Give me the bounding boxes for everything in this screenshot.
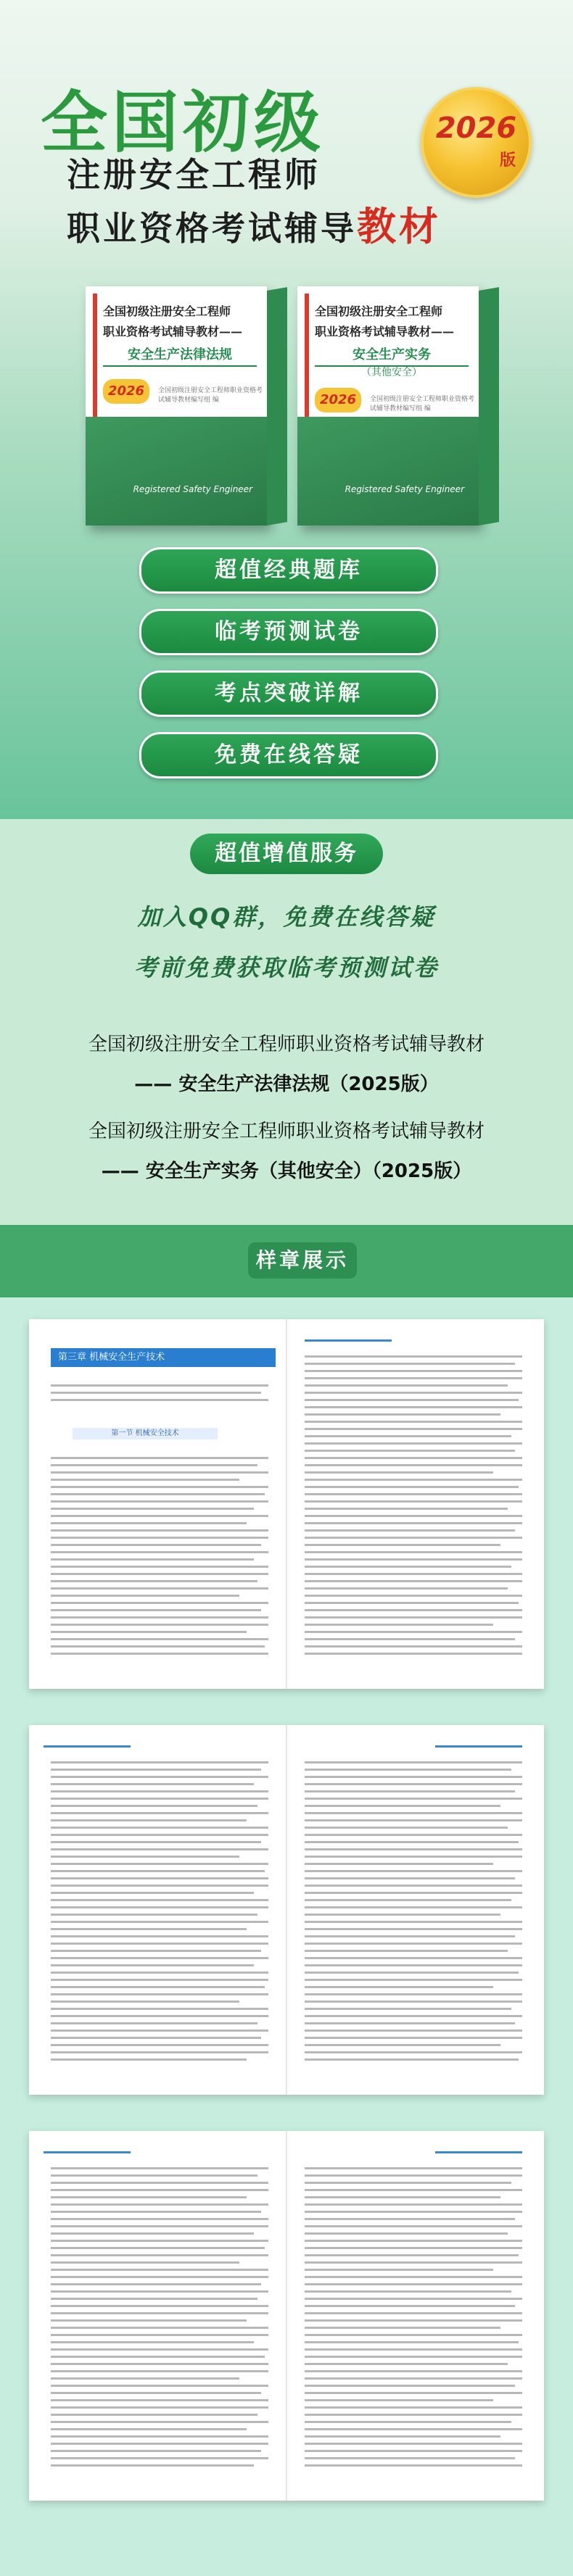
text-line — [51, 1964, 254, 1966]
text-line — [305, 1928, 522, 1930]
book-year-badge: 2026 — [315, 388, 361, 412]
service-section — [0, 819, 573, 1283]
text-line — [51, 1783, 254, 1785]
text-line — [305, 1819, 522, 1821]
text-line — [51, 1558, 254, 1561]
text-line — [305, 1761, 522, 1763]
hero-title-accent: 教材 — [357, 204, 441, 249]
text-line — [305, 2058, 519, 2061]
text-line — [51, 1638, 268, 1640]
text-line — [51, 2392, 261, 2394]
book-title-2: 职业资格考试辅导教材—— — [103, 325, 243, 338]
text-line — [51, 1392, 261, 1394]
text-line — [51, 1464, 257, 1466]
book-year-badge: 2026 — [103, 379, 149, 404]
text-line — [51, 1776, 268, 1778]
text-line — [51, 1616, 268, 1619]
text-line — [51, 1914, 257, 1916]
hero-title-line2: 注册安全工程师 — [67, 155, 321, 194]
text-line — [51, 1856, 239, 1858]
text-line — [305, 2225, 522, 2227]
book-publisher: 全国初级注册安全工程师职业资格考试辅导教材编写组 编 — [158, 387, 263, 404]
text-line — [305, 1972, 519, 1974]
text-line — [51, 1885, 268, 1887]
text-line — [305, 2312, 522, 2314]
page-header-bar — [435, 1745, 522, 1748]
text-line — [51, 1769, 261, 1771]
text-line — [51, 2443, 268, 2445]
text-line — [51, 1544, 261, 1546]
text-line — [305, 2399, 493, 2401]
text-line — [51, 2421, 268, 2423]
book1-subject: —— 安全生产法律法规（2025版） — [134, 1073, 439, 1095]
text-line — [51, 1972, 268, 1974]
text-line — [305, 2450, 522, 2452]
text-line — [305, 1537, 522, 1539]
text-line — [305, 1914, 500, 1916]
text-line — [51, 2334, 268, 2336]
text-line — [305, 1529, 515, 1532]
text-line — [51, 2247, 265, 2249]
book-logo-text: Registered Safety Engineer — [133, 484, 252, 494]
text-line — [51, 2435, 268, 2438]
text-line — [51, 2008, 268, 2010]
sample-spread — [29, 1725, 544, 2095]
sample-spread — [29, 2131, 544, 2501]
text-line — [51, 1979, 268, 1981]
text-line — [305, 2428, 522, 2430]
service-line-qq: 加入QQ群，免费在线答疑 — [137, 903, 436, 931]
sample-spread — [29, 1319, 544, 1689]
text-line — [305, 1595, 522, 1597]
text-line — [51, 2377, 239, 2380]
text-line — [51, 1906, 268, 1908]
book-title-1: 全国初级注册安全工程师 — [315, 304, 443, 318]
text-line — [305, 1370, 522, 1372]
text-line — [305, 1544, 500, 1546]
text-line — [305, 1522, 522, 1524]
text-line — [305, 1812, 522, 1814]
sample-section — [0, 1297, 573, 2576]
text-line — [305, 1827, 508, 1829]
book1-subject-row — [0, 1069, 573, 1096]
text-line — [51, 1790, 268, 1792]
text-line — [305, 1442, 522, 1445]
text-line — [51, 1827, 268, 1829]
text-line — [305, 2174, 522, 2177]
text-line — [51, 2015, 268, 2017]
text-line — [51, 1493, 265, 1495]
text-line — [305, 1769, 511, 1771]
book-cover-practice — [297, 286, 479, 525]
text-line — [305, 1573, 522, 1575]
text-line — [305, 1986, 493, 1988]
text-line — [305, 1870, 522, 1872]
text-line — [51, 2406, 268, 2409]
text-line — [51, 1631, 247, 1633]
text-line — [305, 1384, 508, 1387]
text-line — [51, 2348, 268, 2351]
feature-pill-online-qa: 免费在线答疑 — [139, 732, 438, 778]
text-line — [305, 1631, 522, 1633]
spread-gutter — [286, 1319, 287, 1689]
text-line — [305, 1841, 519, 1843]
text-line — [305, 1464, 522, 1466]
text-line — [305, 1566, 511, 1568]
text-line — [305, 1645, 522, 1648]
text-line — [305, 1392, 522, 1394]
book2-series: 全国初级注册安全工程师职业资格考试辅导教材 — [88, 1121, 485, 1142]
text-line — [305, 2203, 522, 2206]
text-line — [51, 1471, 268, 1474]
book2-subject-row — [0, 1156, 573, 1183]
text-line — [305, 1790, 515, 1792]
book-cover-band — [86, 417, 267, 525]
text-line — [305, 2269, 493, 2271]
text-line — [51, 2182, 268, 2184]
text-line — [51, 1500, 268, 1503]
text-line — [305, 2189, 522, 2191]
text-line — [305, 1421, 522, 1423]
text-line — [305, 1885, 522, 1887]
text-line — [51, 2370, 268, 2372]
text-line — [305, 2457, 515, 2459]
text-line — [305, 2435, 500, 2438]
book2-subject: —— 安全生产实务（其他安全）（2025版） — [101, 1160, 472, 1182]
text-line — [305, 2305, 515, 2307]
text-line — [51, 1928, 247, 1930]
text-line — [51, 1834, 268, 1836]
text-line — [305, 2029, 522, 2032]
text-line — [305, 1413, 500, 1416]
book-logo-text: Registered Safety Engineer — [345, 484, 464, 494]
text-line — [51, 2189, 268, 2191]
hero-title-line3-main: 职业资格考试辅导 — [67, 209, 357, 248]
text-line — [305, 2232, 508, 2235]
text-line — [305, 1551, 522, 1553]
spread-gutter — [286, 2131, 287, 2501]
feature-pill-key-points: 考点突破详解 — [139, 670, 438, 717]
text-line — [51, 1812, 268, 1814]
text-line — [305, 1957, 522, 1959]
text-line — [51, 2399, 268, 2401]
text-line — [305, 1363, 515, 1365]
text-line — [51, 1479, 239, 1481]
text-line — [51, 2312, 268, 2314]
text-line — [51, 2240, 268, 2242]
text-line — [305, 1979, 522, 1981]
text-line — [51, 2385, 268, 2387]
text-line — [305, 1399, 519, 1401]
text-line — [305, 2015, 522, 2017]
text-line — [51, 2464, 254, 2467]
hero-title-main: 全国初级 — [41, 84, 326, 162]
text-line — [305, 2254, 519, 2256]
text-line — [51, 1624, 268, 1626]
text-line — [305, 1508, 508, 1510]
text-line — [305, 1776, 522, 1778]
text-line — [51, 2414, 257, 2416]
text-line — [305, 1798, 522, 1800]
text-line — [51, 2232, 254, 2235]
text-line — [51, 1573, 268, 1575]
text-line — [305, 2283, 522, 2285]
text-line — [305, 2182, 511, 2184]
text-line — [51, 1551, 268, 1553]
text-line — [305, 2261, 522, 2264]
text-line — [51, 2276, 268, 2278]
text-line — [305, 2008, 511, 2010]
text-line — [51, 2167, 268, 2169]
text-line — [305, 1892, 522, 1894]
text-line — [51, 1986, 265, 1988]
book-spine — [479, 287, 499, 525]
text-line — [51, 2225, 268, 2227]
text-line — [305, 1471, 493, 1474]
text-line — [51, 2363, 268, 2365]
text-line — [51, 2319, 247, 2322]
text-line — [51, 2356, 265, 2358]
text-line — [51, 1486, 268, 1488]
text-line — [51, 2261, 239, 2264]
text-line — [51, 1595, 239, 1597]
text-line — [51, 1529, 268, 1532]
text-line — [51, 2218, 268, 2220]
text-line — [305, 2327, 500, 2329]
text-line — [305, 2421, 511, 2423]
book-title-1: 全国初级注册安全工程师 — [103, 304, 231, 318]
text-line — [305, 1805, 500, 1807]
text-line — [51, 1935, 268, 1937]
text-line — [51, 1587, 268, 1590]
text-line — [305, 1602, 519, 1604]
text-line — [305, 2392, 522, 2394]
book1-series: 全国初级注册安全工程师职业资格考试辅导教材 — [88, 1034, 485, 1055]
sample-chapter-heading: 第三章 机械安全生产技术 — [51, 1348, 276, 1367]
text-line — [51, 1537, 268, 1539]
text-line — [305, 2319, 522, 2322]
text-line — [51, 1848, 268, 1850]
text-line — [51, 2283, 261, 2285]
text-line — [305, 1943, 522, 1945]
text-line — [51, 1921, 268, 1923]
text-line — [305, 1609, 522, 1611]
text-line — [305, 1355, 522, 1358]
text-line — [305, 1624, 493, 1626]
text-line — [51, 2051, 268, 2053]
text-line — [51, 1580, 257, 1582]
text-line — [51, 2428, 247, 2430]
text-line — [51, 1522, 247, 1524]
text-line — [305, 2218, 515, 2220]
sample-section-heading: 第一节 机械安全技术 — [73, 1428, 218, 1439]
text-line — [305, 2370, 522, 2372]
text-line — [51, 1805, 257, 1807]
text-line — [51, 2327, 268, 2329]
book-cover-law — [86, 286, 267, 525]
text-line — [51, 1870, 265, 1872]
text-line — [305, 2414, 522, 2416]
text-line — [305, 2211, 522, 2213]
text-line — [51, 1877, 268, 1879]
text-line — [305, 1587, 508, 1590]
text-line — [51, 1508, 254, 1510]
text-line — [305, 1515, 522, 1517]
text-line — [51, 1798, 268, 1800]
text-line — [305, 2000, 522, 2003]
text-line — [51, 2203, 268, 2206]
book-cover-band — [297, 417, 479, 525]
text-line — [305, 2240, 522, 2242]
text-line — [51, 2058, 247, 2061]
text-line — [51, 2044, 268, 2046]
text-line — [305, 2290, 511, 2293]
text-line — [305, 2167, 522, 2169]
text-line — [305, 2377, 522, 2380]
text-line — [305, 2022, 515, 2024]
spread-gutter — [286, 1725, 287, 2095]
page-header-bar — [44, 2151, 131, 2153]
medal-year: 2026 — [435, 112, 517, 145]
text-line — [305, 1493, 522, 1495]
book-title-2: 职业资格考试辅导教材—— — [315, 325, 455, 338]
sample-header-band — [0, 1225, 573, 1297]
sample-badge: 样章展示 — [248, 1242, 357, 1279]
text-line — [305, 1783, 522, 1785]
text-line — [51, 1653, 268, 1655]
service-line-mock: 考前免费获取临考预测试卷 — [133, 954, 439, 981]
text-line — [305, 1848, 522, 1850]
text-line — [305, 1950, 508, 1952]
text-line — [305, 1377, 522, 1379]
hero-title-line3 — [67, 196, 441, 252]
text-line — [305, 2334, 522, 2336]
text-line — [305, 1993, 522, 1995]
text-line — [51, 2457, 268, 2459]
text-line — [305, 2464, 522, 2467]
text-line — [51, 2254, 268, 2256]
text-line — [305, 2356, 522, 2358]
book-subject: 安全生产实务 — [315, 344, 469, 367]
text-line — [305, 1935, 515, 1937]
text-line — [305, 2247, 522, 2249]
text-line — [51, 2196, 247, 2198]
text-line — [51, 1515, 268, 1517]
text-line — [51, 1899, 268, 1901]
text-line — [305, 2406, 522, 2409]
text-line — [51, 2290, 268, 2293]
text-line — [305, 1406, 522, 1408]
feature-pill-mock-exam: 临考预测试卷 — [139, 609, 438, 655]
text-line — [305, 2196, 500, 2198]
text-line — [51, 2022, 257, 2024]
text-line — [51, 2000, 239, 2003]
text-line — [305, 1486, 519, 1488]
text-line — [305, 2363, 508, 2365]
text-line — [305, 1921, 522, 1923]
text-line — [51, 2269, 268, 2271]
book-subtitle: （其他安全） — [361, 367, 422, 378]
text-line — [305, 2385, 515, 2387]
text-line — [51, 2029, 268, 2032]
text-line — [51, 1761, 268, 1763]
text-line — [305, 2341, 519, 2343]
page-header-bar — [44, 1745, 131, 1748]
hero-section — [0, 0, 573, 819]
text-line — [305, 2348, 522, 2351]
feature-pill-question-bank: 超值经典题库 — [139, 547, 438, 594]
text-line — [305, 2037, 522, 2039]
book-spine — [267, 287, 287, 525]
text-line — [51, 1602, 268, 1604]
text-line — [51, 1892, 254, 1894]
text-line — [51, 2211, 261, 2213]
medal-suffix: 版 — [499, 151, 516, 170]
page-header-bar — [305, 1339, 392, 1342]
text-line — [51, 1457, 268, 1459]
text-line — [51, 1943, 268, 1945]
text-line — [51, 1609, 261, 1611]
text-line — [51, 1645, 265, 1648]
text-line — [305, 1580, 522, 1582]
text-line — [305, 1616, 522, 1619]
text-line — [305, 1428, 522, 1430]
text-line — [51, 2174, 257, 2177]
edition-medal-icon — [421, 87, 532, 198]
text-line — [51, 1384, 268, 1387]
text-line — [305, 1906, 522, 1908]
text-line — [51, 2450, 261, 2452]
text-line — [305, 1450, 515, 1452]
page-header-bar — [435, 2151, 522, 2153]
text-line — [51, 2341, 254, 2343]
book-publisher: 全国初级注册安全工程师职业资格考试辅导教材编写组 编 — [370, 396, 475, 412]
text-line — [305, 2051, 522, 2053]
text-line — [51, 1950, 261, 1952]
text-line — [305, 1834, 522, 1836]
text-line — [51, 1993, 268, 1995]
text-line — [51, 1957, 268, 1959]
text-line — [305, 2276, 522, 2278]
text-line — [305, 1500, 522, 1503]
text-line — [305, 2443, 522, 2445]
text-line — [305, 2044, 500, 2046]
text-line — [305, 1457, 522, 1459]
text-line — [51, 1399, 268, 1401]
text-line — [305, 1877, 515, 1879]
text-line — [51, 1863, 268, 1865]
service-badge: 超值增值服务 — [190, 834, 383, 874]
text-line — [305, 1479, 522, 1481]
text-line — [51, 2298, 257, 2300]
text-line — [51, 2305, 268, 2307]
text-line — [305, 1558, 522, 1561]
text-line — [51, 2037, 261, 2039]
text-line — [305, 1964, 522, 1966]
text-line — [51, 1841, 261, 1843]
text-line — [51, 1819, 247, 1821]
text-line — [305, 2298, 522, 2300]
text-line — [305, 1435, 511, 1437]
text-line — [305, 1856, 522, 1858]
text-line — [305, 1899, 511, 1901]
text-line — [51, 1566, 268, 1568]
text-line — [305, 1863, 493, 1865]
text-line — [305, 1653, 522, 1655]
book-subject: 安全生产法律法规 — [103, 344, 257, 367]
text-line — [305, 1638, 515, 1640]
